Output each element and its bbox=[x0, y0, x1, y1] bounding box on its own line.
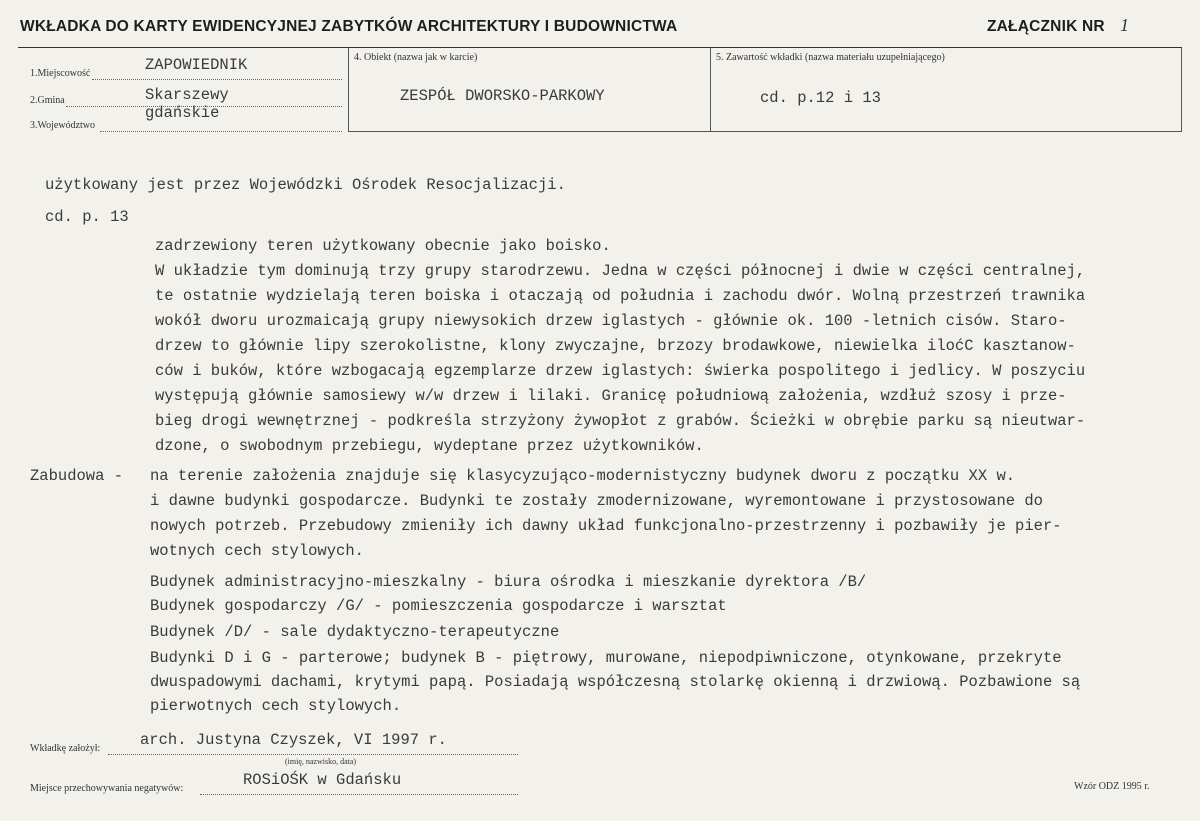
wojewodztwo-label: 3.Województwo bbox=[30, 120, 96, 131]
park-line: bieg drogi wewnętrznej - podkreśla strzyżony żywopłot z grabów. Ścieżki w obrębie parku są nieutwar- bbox=[155, 412, 1086, 430]
box-divider-right bbox=[1181, 48, 1182, 132]
gmina-label: 2.Gmina bbox=[30, 95, 65, 106]
body-line-cd: cd. p. 13 bbox=[45, 208, 129, 226]
park-line: występują głównie samosiewy w/w drzew i lilaki. Granicę południową założenia, wzdłuż szosy i prze- bbox=[155, 387, 1067, 405]
zabudowa-line: pierwotnych cech stylowych. bbox=[150, 697, 402, 715]
form-title: WKŁADKA DO KARTY EWIDENCYJNEJ ZABYTKÓW ARCHITEKTURY I BUDOWNICTWA bbox=[20, 18, 678, 35]
zalozyl-value: arch. Justyna Czyszek, VI 1997 r. bbox=[140, 731, 447, 749]
zabudowa-line: Budynek gospodarczy /G/ - pomieszczenia gospodarcze i warsztat bbox=[150, 597, 727, 615]
body-line-intro: użytkowany jest przez Wojewódzki Ośrodek Resocjalizacji. bbox=[45, 176, 566, 194]
zalozyl-dots bbox=[108, 754, 518, 755]
obiekt-label: 4. Obiekt (nazwa jak w karcie) bbox=[354, 52, 478, 63]
miejsce-dots bbox=[200, 794, 518, 795]
zabudowa-label: Zabudowa - bbox=[30, 467, 124, 485]
park-line: dzone, o swobodnym przebiegu, wydeptane przez użytkowników. bbox=[155, 437, 704, 455]
box-divider-1 bbox=[348, 48, 349, 132]
park-line: drzew to głównie lipy szerokolistne, klony zwyczajne, brzozy brodawkowe, niewielka iloćC kasztanow- bbox=[155, 337, 1076, 355]
miejscowosc-value: ZAPOWIEDNIK bbox=[145, 56, 248, 74]
zalozyl-caption: (imię, nazwisko, data) bbox=[285, 757, 357, 766]
miejsce-label: Miejsce przechowywania negatywów: bbox=[30, 783, 184, 794]
zabudowa-line: Budynek administracyjno-mieszkalny - biura ośrodka i mieszkanie dyrektora /B/ bbox=[150, 573, 867, 591]
form-version: Wzór ODZ 1995 r. bbox=[1074, 781, 1150, 792]
park-line: zadrzewiony teren użytkowany obecnie jako boisko. bbox=[155, 237, 611, 255]
zabudowa-line: na terenie założenia znajduje się klasycyzująco-modernistyczny budynek dworu z początku XX w. bbox=[150, 467, 1016, 485]
gmina-value: Skarszewy bbox=[145, 86, 229, 104]
park-description bbox=[155, 237, 1185, 467]
miejscowosc-dots bbox=[92, 79, 342, 80]
wojewodztwo-dots bbox=[100, 131, 342, 132]
miejscowosc-label: 1.Miejscowość bbox=[30, 68, 91, 79]
zawartosc-value: cd. p.12 i 13 bbox=[760, 89, 881, 107]
zabudowa-line: i dawne budynki gospodarcze. Budynki te zostały zmodernizowane, wyremontowane i przystosowane do bbox=[150, 492, 1043, 510]
wojewodztwo-value: gdańskie bbox=[145, 104, 220, 122]
zabudowa-description bbox=[150, 467, 1180, 717]
annex-number: 1 bbox=[1120, 15, 1129, 35]
annex-label: ZAŁĄCZNIK NR bbox=[987, 18, 1105, 35]
park-line: W układzie tym dominują trzy grupy starodrzewu. Jedna w części północnej i dwie w części centralnej, bbox=[155, 262, 1086, 280]
obiekt-value: ZESPÓŁ DWORSKO-PARKOWY bbox=[400, 87, 605, 105]
box-bottom-rule bbox=[348, 131, 1182, 132]
box-divider-2 bbox=[710, 48, 711, 132]
zabudowa-line: nowych potrzeb. Przebudowy zmieniły ich dawny układ funkcjonalno-przestrzenny i pozbawiły je pier- bbox=[150, 517, 1062, 535]
park-line: ców i buków, które wzbogacają egzemplarze drzew iglastych: świerka pospolitego i jedlicy. W poszyciu bbox=[155, 362, 1086, 380]
zabudowa-line: Budynki D i G - parterowe; budynek B - piętrowy, murowane, niepodpiwniczone, otynkowane, przekryte bbox=[150, 649, 1062, 667]
zalozyl-label: Wkładkę założył: bbox=[30, 743, 101, 754]
zabudowa-line: dwuspadowymi dachami, krytymi papą. Posiadają współczesną stolarkę okienną i drzwiową. Pozbawione są bbox=[150, 673, 1081, 691]
zabudowa-line: wotnych cech stylowych. bbox=[150, 542, 364, 560]
miejsce-value: ROSiOŚK w Gdańsku bbox=[243, 771, 402, 789]
zabudowa-line: Budynek /D/ - sale dydaktyczno-terapeutyczne bbox=[150, 623, 560, 641]
zawartosc-label: 5. Zawartość wkładki (nazwa materiału uzupełniającego) bbox=[716, 52, 945, 63]
park-line: te ostatnie wydzielają teren boiska i otaczają od południa i zachodu dwór. Wolną przestrzeń trawnika bbox=[155, 287, 1086, 305]
header-rule bbox=[18, 47, 1182, 48]
park-line: wokół dworu urozmaicają grupy niewysokich drzew iglastych - głównie ok. 100 -letnich cisów. Staro- bbox=[155, 312, 1067, 330]
